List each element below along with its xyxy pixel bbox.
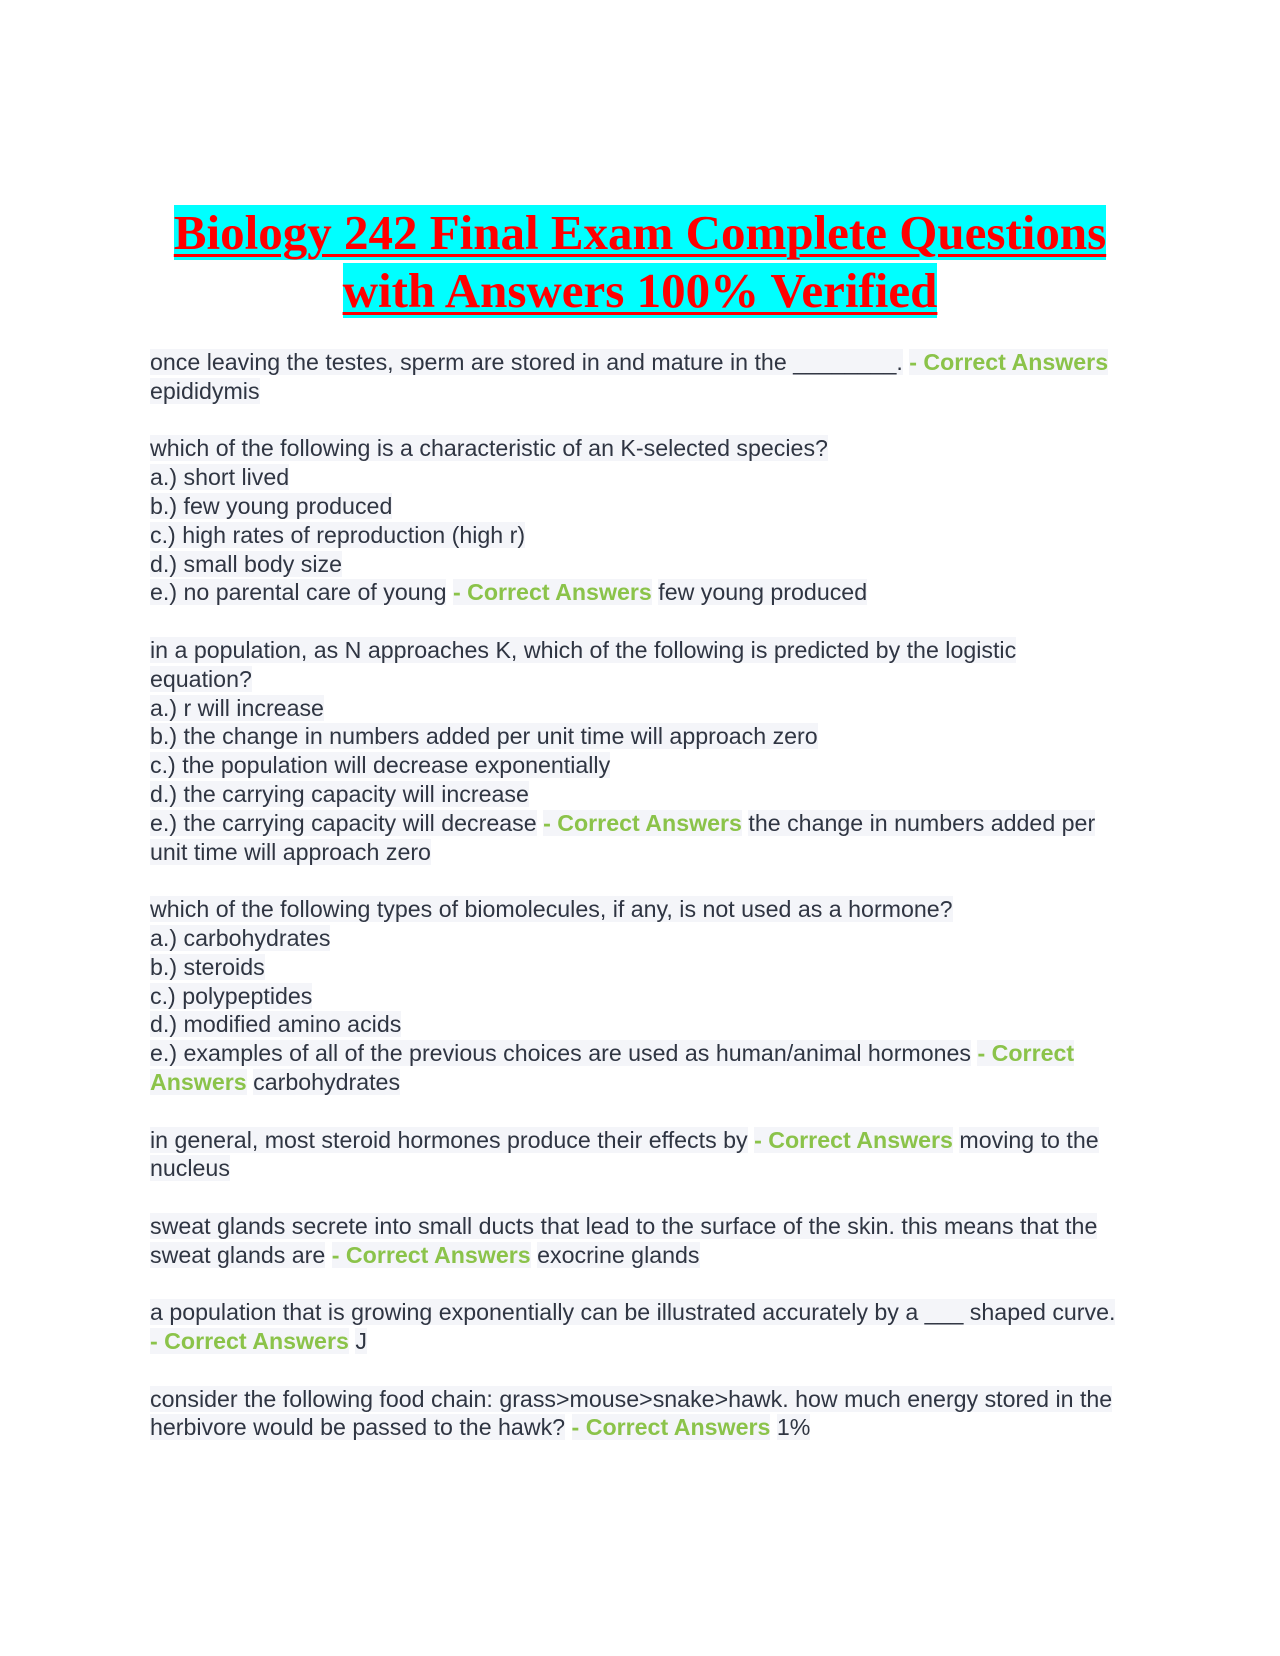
correct-answers-label: - Correct Answers: [331, 1241, 531, 1268]
question-block: [150, 1298, 1120, 1356]
title-line-1: Biology 242 Final Exam Complete Questions: [173, 205, 1107, 260]
question-block: [150, 1212, 1120, 1270]
answer-option: e.) examples of all of the previous choices are used as human/animal hormones: [150, 1040, 972, 1067]
correct-answers-label: - Correct Answers: [571, 1414, 771, 1441]
answer-option: e.) no parental care of young: [150, 579, 447, 606]
question-text: once leaving the testes, sperm are stored in and mature in the ________.: [150, 349, 903, 375]
answer-option: a.) carbohydrates: [150, 924, 331, 951]
answer-option: a.) r will increase: [150, 694, 324, 721]
correct-answer: moving to the nucleus: [150, 1126, 1099, 1182]
correct-answer: 1%: [776, 1414, 811, 1441]
answer-option: b.) few young produced: [150, 492, 393, 519]
answer-option: c.) the population will decrease exponentially: [150, 752, 611, 779]
answer-option: a.) short lived: [150, 464, 290, 491]
question-text: sweat glands secrete into small ducts that lead to the surface of the skin. this means that the sweat glands are: [150, 1212, 1098, 1268]
correct-answer: exocrine glands: [537, 1241, 700, 1268]
correct-answers-label: - Correct Answers: [150, 1328, 349, 1355]
question-text: consider the following food chain: grass>mouse>snake>hawk. how much energy stored in the herbivore would be passed to the hawk?: [150, 1385, 1113, 1441]
answer-option: d.) modified amino acids: [150, 1011, 402, 1038]
correct-answer: carbohydrates: [253, 1068, 401, 1095]
question-text: in general, most steroid hormones produce their effects by: [150, 1126, 748, 1153]
answer-option: d.) small body size: [150, 550, 343, 577]
question-text: which of the following types of biomolecules, if any, is not used as a hormone?: [150, 896, 953, 923]
question-block: [150, 434, 1120, 607]
question-list: [150, 348, 1120, 1471]
answer-option: c.) polypeptides: [150, 982, 313, 1009]
document-title: [0, 204, 1280, 320]
answer-option: d.) the carrying capacity will increase: [150, 780, 529, 807]
question-text: a population that is growing exponentially can be illustrated accurately by a ___ shaped curve.: [150, 1299, 1116, 1326]
correct-answers-label: - Correct Answers: [754, 1126, 953, 1153]
question-block: [150, 895, 1120, 1097]
correct-answers-label: - Correct Answers: [909, 349, 1109, 375]
answer-option: b.) the change in numbers added per unit time will approach zero: [150, 723, 818, 750]
question-text: in a population, as N approaches K, which of the following is predicted by the logistic equation?: [150, 636, 1017, 692]
question-block: [150, 1385, 1120, 1443]
question-block: [150, 1126, 1120, 1184]
correct-answer: few young produced: [658, 579, 868, 606]
answer-option: b.) steroids: [150, 953, 265, 980]
answer-option: e.) the carrying capacity will decrease: [150, 809, 537, 836]
question-block: [150, 348, 1120, 406]
correct-answers-label: - Correct Answers: [543, 809, 742, 836]
correct-answer: epididymis: [150, 377, 260, 404]
correct-answer: the change in numbers added per unit time will approach zero: [150, 809, 1096, 865]
answer-option: c.) high rates of reproduction (high r): [150, 521, 526, 548]
correct-answers-label: - Correct Answers: [150, 1040, 1075, 1095]
title-line-2: with Answers 100% Verified: [342, 263, 938, 318]
correct-answers-label: - Correct Answers: [452, 579, 652, 606]
question-text: which of the following is a characteristic of an K-selected species?: [150, 435, 828, 462]
correct-answer: J: [355, 1328, 367, 1355]
question-block: [150, 636, 1120, 866]
